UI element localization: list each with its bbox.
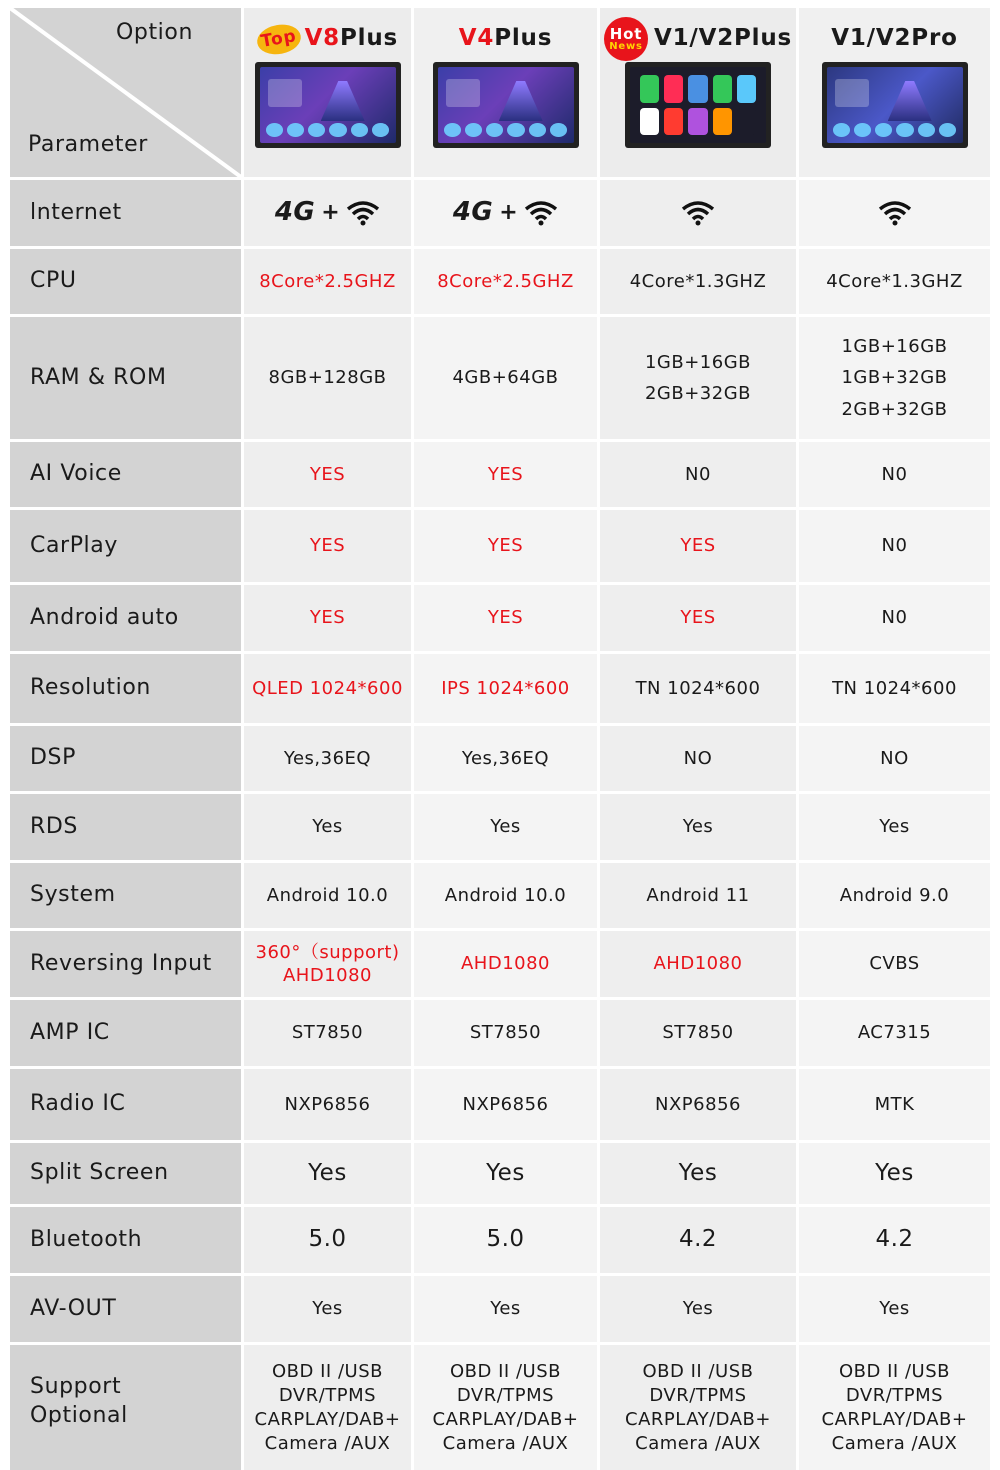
resolution-v1v2plus: TN 1024*600 xyxy=(600,654,796,723)
rds-v8plus: Yes xyxy=(244,794,411,860)
ram-rom-option: 1GB+16GB xyxy=(841,335,948,357)
ram-rom-v1v2pro xyxy=(799,317,990,439)
row-label-radio-ic: Radio IC xyxy=(10,1069,241,1140)
amp-ic-v1v2pro: AC7315 xyxy=(799,1000,990,1066)
wifi-icon xyxy=(524,200,558,226)
reversing-line: 360°（support) xyxy=(255,941,400,963)
cpu-v8plus: 8Core*2.5GHZ xyxy=(244,249,411,314)
ram-rom-v8plus: 8GB+128GB xyxy=(244,317,411,439)
av-out-v4plus: Yes xyxy=(414,1276,597,1342)
support-v8plus: OBD II /USB DVR/TPMS CARPLAY/DAB+ Camera /AUX xyxy=(244,1345,411,1470)
radio-ic-v4plus: NXP6856 xyxy=(414,1069,597,1140)
row-label-system: System xyxy=(10,863,241,928)
wifi-icon xyxy=(346,200,380,226)
row-label-android-auto: Android auto xyxy=(10,585,241,651)
model-name: V1/V2Plus xyxy=(653,25,792,52)
internet-v8plus: 4G + xyxy=(244,180,411,246)
bluetooth-v8plus: 5.0 xyxy=(244,1207,411,1273)
dsp-v4plus: Yes,36EQ xyxy=(414,726,597,791)
resolution-v1v2pro: TN 1024*600 xyxy=(799,654,990,723)
rds-v1v2plus: Yes xyxy=(600,794,796,860)
ram-rom-v4plus: 4GB+64GB xyxy=(414,317,597,439)
split-screen-v8plus: Yes xyxy=(244,1143,411,1204)
comparison-table xyxy=(10,8,990,1454)
av-out-v1v2pro: Yes xyxy=(799,1276,990,1342)
row-label-bluetooth: Bluetooth xyxy=(10,1207,241,1273)
row-label-support-optional: Support Optional xyxy=(10,1345,241,1470)
row-label-internet: lnternet xyxy=(10,180,241,246)
internet-v1v2plus xyxy=(600,180,796,246)
ram-rom-option: 1GB+16GB xyxy=(644,351,752,373)
row-label-av-out: AV-OUT xyxy=(10,1276,241,1342)
hot-news-badge: Hot News xyxy=(604,17,648,61)
ram-rom-v1v2plus xyxy=(600,317,796,439)
amp-ic-v8plus: ST7850 xyxy=(244,1000,411,1066)
row-label-ai-voice: AI Voice xyxy=(10,442,241,507)
top-badge: Top xyxy=(255,21,303,57)
ai-voice-v8plus: YES xyxy=(244,442,411,507)
split-screen-v1v2pro: Yes xyxy=(799,1143,990,1204)
internet-v4plus: 4G + xyxy=(414,180,597,246)
ram-rom-option: 2GB+32GB xyxy=(841,398,948,420)
model-name-red: V8 xyxy=(304,25,340,52)
resolution-v8plus: QLED 1024*600 xyxy=(244,654,411,723)
split-screen-v4plus: Yes xyxy=(414,1143,597,1204)
carplay-v1v2pro: N0 xyxy=(799,510,990,582)
system-v1v2plus: Android 11 xyxy=(600,863,796,928)
system-v8plus: Android 10.0 xyxy=(244,863,411,928)
ai-voice-v1v2plus: N0 xyxy=(600,442,796,507)
android-auto-v4plus: YES xyxy=(414,585,597,651)
android-auto-v1v2pro: N0 xyxy=(799,585,990,651)
parameter-label: Parameter xyxy=(28,132,148,157)
wifi-icon xyxy=(681,200,715,226)
cpu-v1v2pro: 4Core*1.3GHZ xyxy=(799,249,990,314)
row-label-split-screen: Split Screen xyxy=(10,1143,241,1204)
reversing-v1v2plus: AHD1080 xyxy=(600,931,796,997)
model-name: Plus xyxy=(339,25,398,52)
av-out-v1v2plus: Yes xyxy=(600,1276,796,1342)
android-auto-v8plus: YES xyxy=(244,585,411,651)
reversing-v1v2pro: CVBS xyxy=(799,931,990,997)
bluetooth-v4plus: 5.0 xyxy=(414,1207,597,1273)
av-out-v8plus: Yes xyxy=(244,1276,411,1342)
row-label-cpu: CPU xyxy=(10,249,241,314)
row-label-rds: RDS xyxy=(10,794,241,860)
cpu-v4plus: 8Core*2.5GHZ xyxy=(414,249,597,314)
system-v4plus: Android 10.0 xyxy=(414,863,597,928)
model-header-v8plus xyxy=(244,8,411,177)
dsp-v8plus: Yes,36EQ xyxy=(244,726,411,791)
model-header-v1v2pro xyxy=(799,8,990,177)
product-screen-image xyxy=(255,62,401,148)
reversing-v4plus: AHD1080 xyxy=(414,931,597,997)
option-label: Option xyxy=(115,20,193,45)
amp-ic-v4plus: ST7850 xyxy=(414,1000,597,1066)
carplay-v8plus: YES xyxy=(244,510,411,582)
row-label-dsp: DSP xyxy=(10,726,241,791)
carplay-v4plus: YES xyxy=(414,510,597,582)
model-name: Plus xyxy=(494,25,553,52)
ai-voice-v4plus: YES xyxy=(414,442,597,507)
dsp-v1v2pro: NO xyxy=(799,726,990,791)
row-label-carplay: CarPlay xyxy=(10,510,241,582)
amp-ic-v1v2plus: ST7850 xyxy=(600,1000,796,1066)
ai-voice-v1v2pro: N0 xyxy=(799,442,990,507)
internet-v1v2pro xyxy=(799,180,990,246)
system-v1v2pro: Android 9.0 xyxy=(799,863,990,928)
model-header-v4plus xyxy=(414,8,597,177)
reversing-v8plus xyxy=(244,931,411,997)
radio-ic-v8plus: NXP6856 xyxy=(244,1069,411,1140)
ram-rom-option: 2GB+32GB xyxy=(644,383,752,404)
support-v1v2plus: OBD II /USB DVR/TPMS CARPLAY/DAB+ Camera /AUX xyxy=(600,1345,796,1470)
support-v4plus: OBD II /USB DVR/TPMS CARPLAY/DAB+ Camera /AUX xyxy=(414,1345,597,1470)
resolution-v4plus: IPS 1024*600 xyxy=(414,654,597,723)
4g-icon: 4G xyxy=(274,197,316,228)
model-name: V1/V2Pro xyxy=(831,25,958,52)
cpu-v1v2plus: 4Core*1.3GHZ xyxy=(600,249,796,314)
support-v1v2pro: OBD II /USB DVR/TPMS CARPLAY/DAB+ Camera /AUX xyxy=(799,1345,990,1470)
bluetooth-v1v2plus: 4.2 xyxy=(600,1207,796,1273)
radio-ic-v1v2pro: MTK xyxy=(799,1069,990,1140)
row-label-resolution: Resolution xyxy=(10,654,241,723)
model-name-red: V4 xyxy=(458,25,495,52)
carplay-v1v2plus: YES xyxy=(600,510,796,582)
row-label-reversing-input: Reversing Input xyxy=(10,931,241,997)
ram-rom-option: 1GB+32GB xyxy=(841,367,948,389)
reversing-line: AHD1080 xyxy=(282,965,373,986)
bluetooth-v1v2pro: 4.2 xyxy=(799,1207,990,1273)
android-auto-v1v2plus: YES xyxy=(600,585,796,651)
row-label-ram-rom: RAM & ROM xyxy=(10,317,241,439)
rds-v1v2pro: Yes xyxy=(799,794,990,860)
carplay-screen-image xyxy=(625,62,771,148)
dsp-v1v2plus: NO xyxy=(600,726,796,791)
product-screen-image xyxy=(822,62,968,148)
rds-v4plus: Yes xyxy=(414,794,597,860)
wifi-icon xyxy=(878,200,912,226)
4g-icon: 4G xyxy=(452,197,494,228)
row-label-amp-ic: AMP IC xyxy=(10,1000,241,1066)
split-screen-v1v2plus: Yes xyxy=(600,1143,796,1204)
model-header-v1v2plus xyxy=(600,8,796,177)
product-screen-image xyxy=(433,62,579,148)
radio-ic-v1v2plus: NXP6856 xyxy=(600,1069,796,1140)
header-corner xyxy=(10,8,241,177)
